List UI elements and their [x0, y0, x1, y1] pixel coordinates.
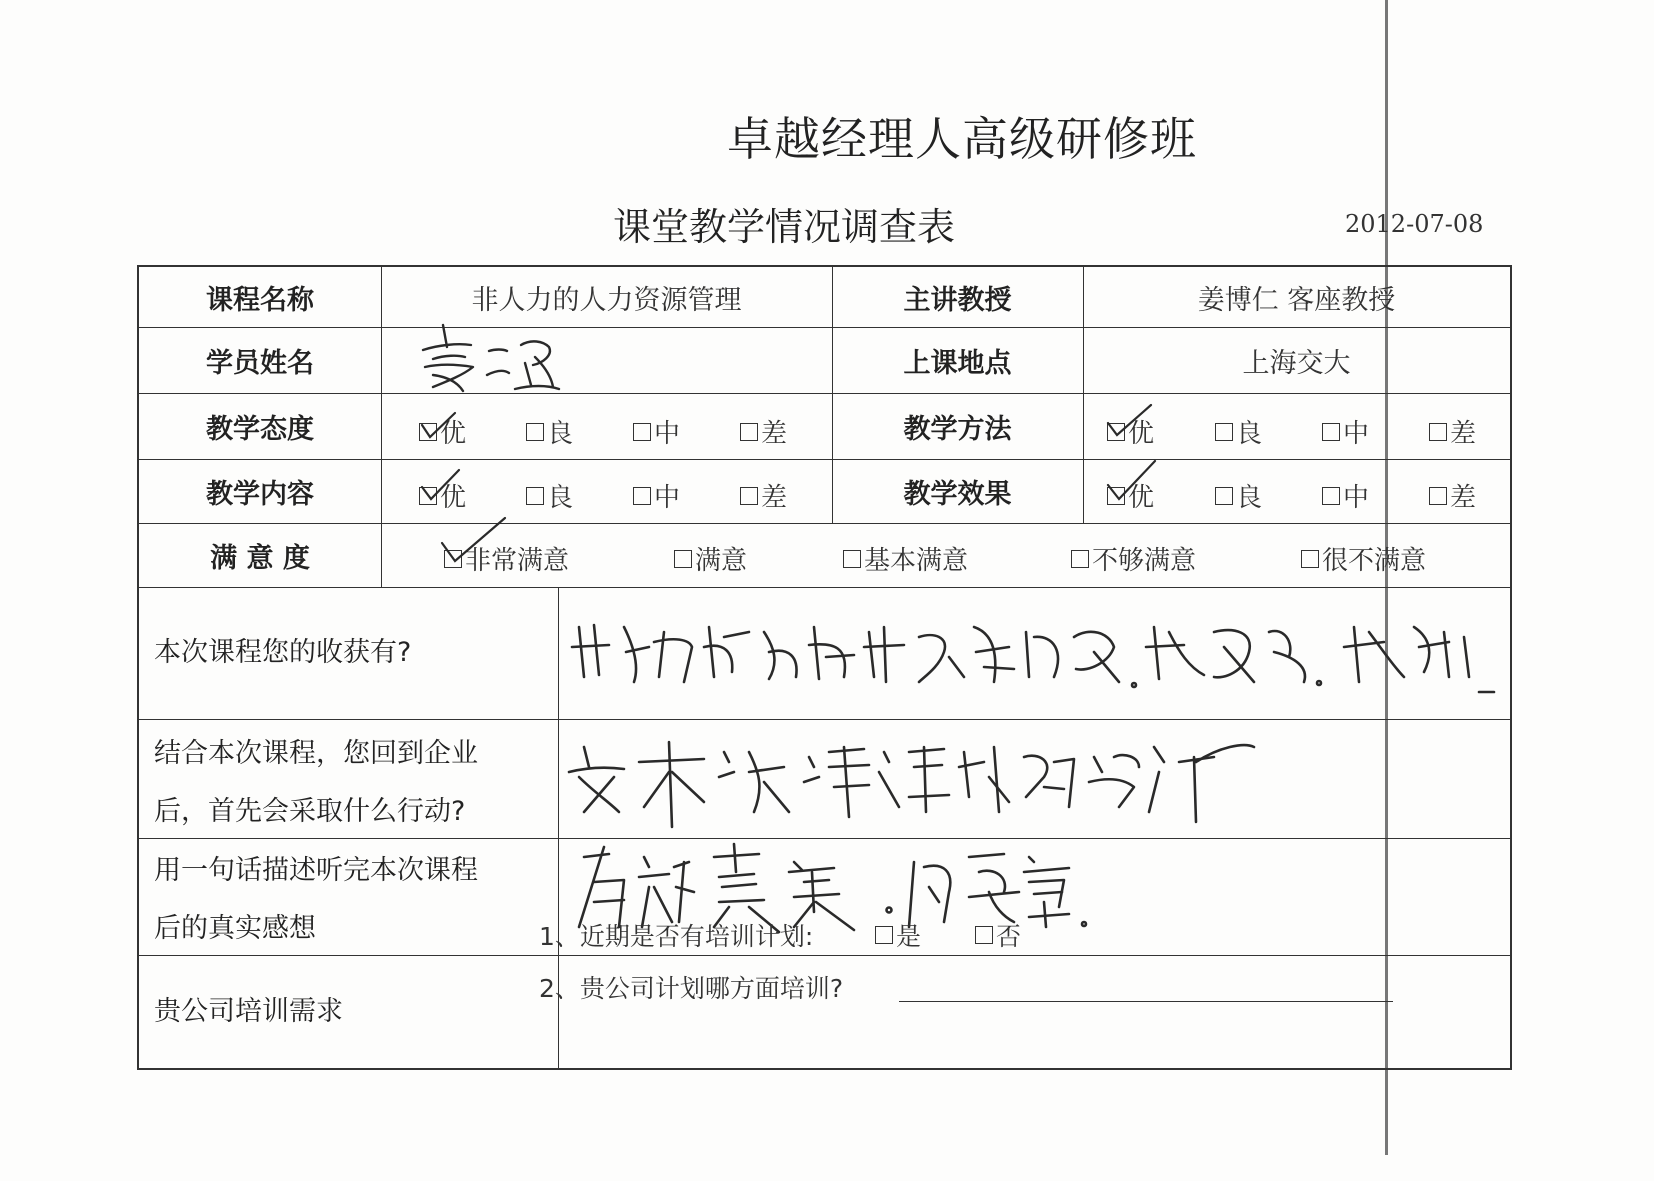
form-title: 卓越经理人高级研修班 [727, 112, 1197, 166]
training-plan-no[interactable]: 否 [975, 917, 1021, 953]
checkbox-icon [875, 926, 893, 944]
training-plan-yes[interactable]: 是 [875, 917, 921, 953]
checkbox-icon [1301, 550, 1319, 568]
lecturer-value: 姜博仁 客座教授 [1197, 284, 1396, 316]
satisfaction-option-very-satisfied[interactable]: 非常满意 [444, 540, 569, 577]
checkbox-icon [1429, 423, 1447, 441]
satisfaction-option-not-satisfied[interactable]: 不够满意 [1071, 540, 1196, 577]
satisfaction-option-very-unsatisfied[interactable]: 很不满意 [1301, 540, 1426, 577]
location-value: 上海交大 [1242, 347, 1351, 379]
content-option-poor[interactable]: 差 [740, 477, 787, 514]
course-name-label: 课程名称 [206, 284, 314, 316]
checkbox-icon [1215, 487, 1233, 505]
question-first-action: 结合本次课程，您回到企业 后，首先会采取什么行动? [154, 738, 478, 827]
method-option-fair[interactable]: 中 [1322, 413, 1369, 450]
method-option-excellent[interactable]: 优 [1107, 413, 1154, 450]
teaching-attitude-label: 教学态度 [206, 413, 314, 445]
content-option-excellent[interactable]: 优 [419, 477, 466, 514]
satisfaction-label: 满 意 度 [210, 542, 310, 574]
check-mark-icon [419, 467, 463, 503]
checkbox-icon [633, 487, 651, 505]
location-label: 上课地点 [903, 347, 1012, 379]
attitude-option-good[interactable]: 良 [526, 413, 573, 450]
checkbox-icon [526, 423, 544, 441]
content-option-fair[interactable]: 中 [633, 477, 680, 514]
effect-option-excellent[interactable]: 优 [1107, 477, 1154, 514]
checkbox-icon [1322, 487, 1340, 505]
survey-table [137, 265, 1512, 1070]
satisfaction-option-basically-satisfied[interactable]: 基本满意 [843, 540, 968, 577]
checkbox-icon [740, 487, 758, 505]
checkbox-icon [740, 423, 758, 441]
training-area-question: 2、贵公司计划哪方面培训? [539, 974, 844, 1003]
attitude-option-excellent[interactable]: 优 [419, 413, 466, 450]
student-signature [403, 305, 603, 395]
question-gains: 本次课程您的收获有? [154, 637, 412, 668]
training-plan-question: 1、近期是否有培训计划: [539, 922, 814, 951]
form-date: 2012-07-08 [1345, 210, 1484, 238]
checkbox-icon [975, 926, 993, 944]
checkbox-icon [1071, 550, 1089, 568]
teaching-content-label: 教学内容 [206, 478, 314, 510]
teaching-effect-label: 教学效果 [903, 478, 1012, 510]
checkbox-icon [633, 423, 651, 441]
method-option-poor[interactable]: 差 [1429, 413, 1476, 450]
student-name-label: 学员姓名 [206, 347, 314, 379]
check-mark-icon [1105, 403, 1155, 439]
handwritten-answer-first-action[interactable] [564, 717, 1264, 837]
checkbox-icon [1322, 423, 1340, 441]
row-divider [139, 587, 1510, 588]
content-option-good[interactable]: 良 [526, 477, 573, 514]
training-area-field[interactable] [899, 1001, 1393, 1002]
handwritten-answer-gains[interactable] [564, 597, 1504, 707]
form-subtitle: 课堂教学情况调查表 [613, 205, 956, 249]
effect-option-poor[interactable]: 差 [1429, 477, 1476, 514]
course-name-value: 非人力的人力资源管理 [471, 284, 742, 316]
teaching-method-label: 教学方法 [903, 413, 1012, 445]
checkbox-icon [1215, 423, 1233, 441]
checkbox-icon [1429, 487, 1447, 505]
checkbox-icon [843, 550, 861, 568]
lecturer-label: 主讲教授 [903, 284, 1012, 316]
effect-option-fair[interactable]: 中 [1322, 477, 1369, 514]
question-one-sentence: 用一句话描述听完本次课程 后的真实感想 [154, 855, 478, 944]
check-mark-icon [419, 411, 459, 441]
effect-option-good[interactable]: 良 [1215, 477, 1262, 514]
checkbox-icon [526, 487, 544, 505]
attitude-option-poor[interactable]: 差 [740, 413, 787, 450]
check-mark-icon [439, 515, 509, 565]
question-training-needs: 贵公司培训需求 [154, 996, 343, 1027]
method-option-good[interactable]: 良 [1215, 413, 1262, 450]
checkbox-icon [674, 550, 692, 568]
satisfaction-option-satisfied[interactable]: 满意 [674, 540, 747, 577]
student-name-field[interactable] [381, 327, 832, 393]
check-mark-icon [1105, 459, 1159, 503]
attitude-option-fair[interactable]: 中 [633, 413, 680, 450]
